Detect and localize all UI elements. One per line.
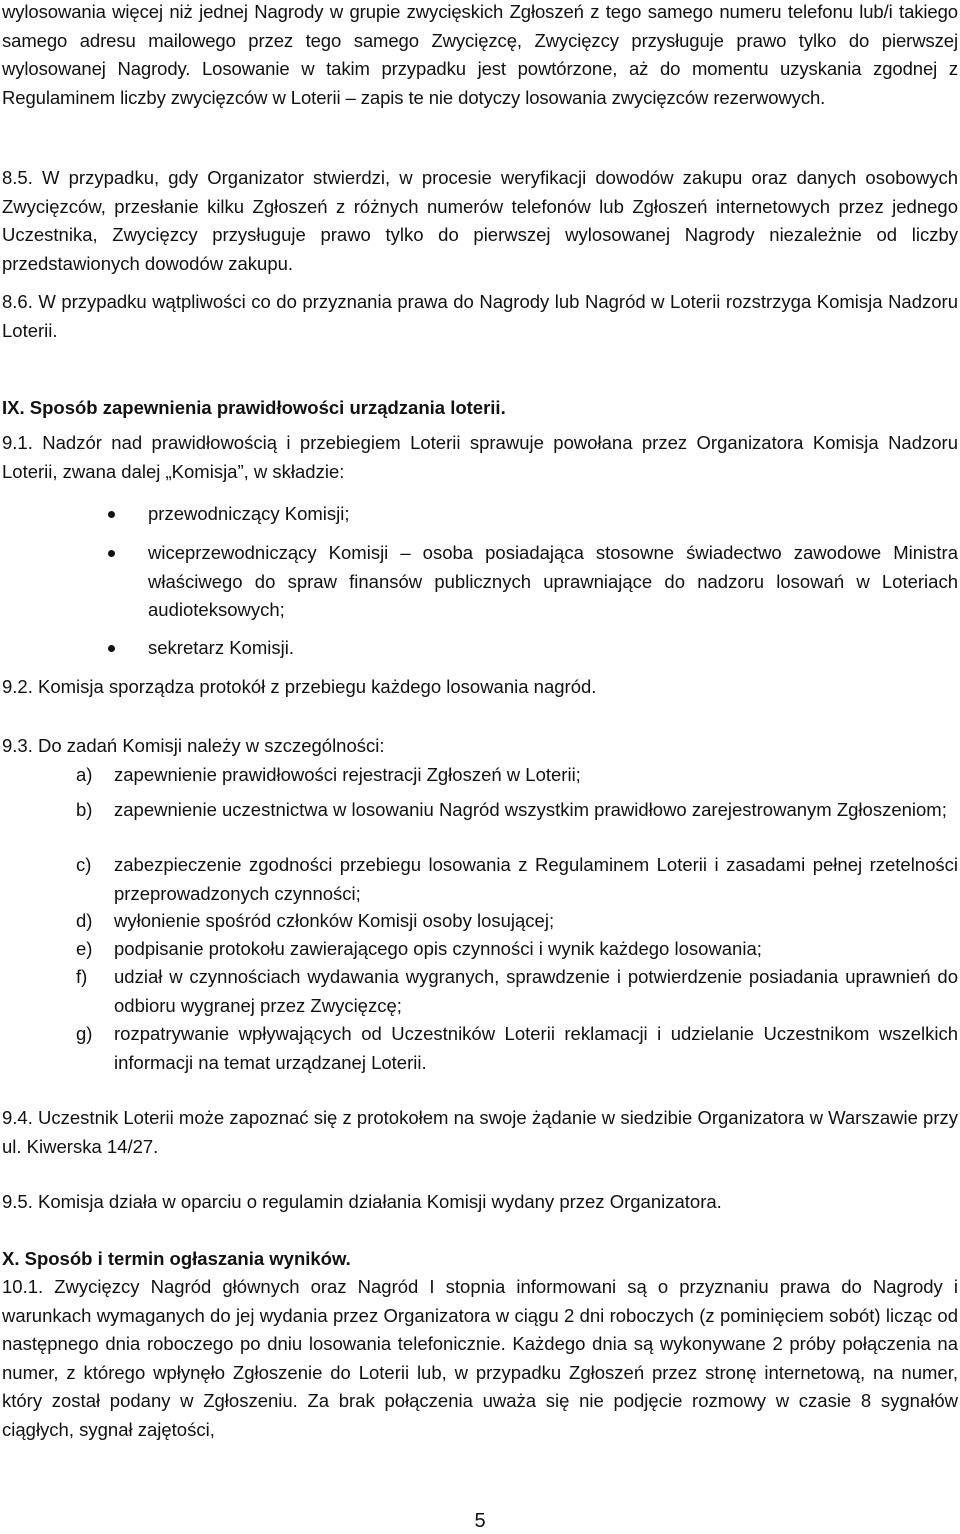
list-item-letter: g) <box>76 1023 93 1044</box>
list-item-text: przewodniczący Komisji; <box>148 503 350 524</box>
bullet-icon <box>108 645 115 652</box>
list-item <box>0 935 960 965</box>
paragraph-8-5: 8.5. W przypadku, gdy Organizator stwierdzi, w procesie weryfikacji dowodów zakupu oraz danych osobowych Zwycięzców, przesłanie kilku Zgłoszeń z różnych numerów telefonów lub Zgłoszeń internetowych przez jednego Uczestnika, Zwycięzcy przysługuje prawo tylko do pierwszej wylosowanej Nagrody niezależnie od liczby przedstawionych dowodów zakupu. <box>2 167 958 274</box>
paragraph-10-1: 10.1. Zwycięzcy Nagród głównych oraz Nagród I stopnia informowani są o przyznaniu prawa do Nagrody i warunkach wymaganych do jej wydania przez Organizatora w ciągu 2 dni roboczych (z pominięciem sobót) licząc od następnego dnia roboczego po dniu losowania telefonicznie. Każdego dnia są wykonywane 2 próby połączenia na numer, z którego wpłynęło Zgłoszenie do Loterii lub, w przypadku Zgłoszeń przez stronę internetową, na numer, który został podany w Zgłoszeniu. Za brak połączenia uważa się nie podjęcie rozmowy w czasie 8 sygnałów ciągłych, sygnał zajętości, <box>2 1276 958 1440</box>
paragraph-8-6: 8.6. W przypadku wątpliwości co do przyznania prawa do Nagrody lub Nagród w Loterii rozstrzyga Komisja Nadzoru Loterii. <box>2 291 958 341</box>
list-item-text: wiceprzewodniczący Komisji – osoba posiadająca stosowne świadectwo zawodowe Ministra właściwego do spraw finansów publicznych uprawniające do nadzoru losowań w Loteriach audioteksowych; <box>148 542 958 620</box>
list-item <box>0 1020 960 1078</box>
list-item <box>0 963 960 1021</box>
paragraph-9-4: 9.4. Uczestnik Loterii może zapoznać się z protokołem na swoje żądanie w siedzibie Organizatora w Warszawie przy ul. Kiwerska 14/27. <box>2 1107 958 1157</box>
list-item-text: sekretarz Komisji. <box>148 637 294 658</box>
list-item <box>0 634 960 664</box>
list-item-letter: f) <box>76 966 88 987</box>
list-item-text: zapewnienie uczestnictwa w losowaniu Nagród wszystkim prawidłowo zarejestrowanym Zgłoszeniom; <box>114 799 947 820</box>
paragraph-9-3: 9.3. Do zadań Komisji należy w szczególności: <box>2 735 385 756</box>
list-item-letter: c) <box>76 854 92 875</box>
list-item <box>0 500 960 530</box>
list-item <box>0 907 960 937</box>
section-heading-x: X. Sposób i termin ogłaszania wyników. <box>2 1248 351 1269</box>
paragraph-9-1: 9.1. Nadzór nad prawidłowością i przebiegiem Loterii sprawuje powołana przez Organizatora Komisja Nadzoru Loterii, zwana dalej „Komisja”, w składzie: <box>2 432 958 482</box>
list-item-letter: e) <box>76 938 93 959</box>
list-item-text: rozpatrywanie wpływających od Uczestników Loterii reklamacji i udzielanie Uczestnikom wszelkich informacji na temat urządzanej Loterii. <box>114 1023 958 1073</box>
list-item-text: udział w czynnościach wydawania wygranych, sprawdzenie i potwierdzenie posiadania uprawnień do odbioru wygranej przez Zwycięzcę; <box>114 966 958 1016</box>
paragraph-8-4-continuation: wylosowania więcej niż jednej Nagrody w grupie zwycięskich Zgłoszeń z tego samego numeru telefonu lub/i takiego samego adresu mailowego przez tego samego Zwycięzcę, Zwycięzcy przysługuje prawo tylko do pierwszej wylosowanej Nagrody. Losowanie w takim przypadku jest powtórzone, aż do momentu uzyskania zgodnej z Regulaminem liczby zwycięzców w Loterii – zapis te nie dotyczy losowania zwycięzców rezerwowych. <box>2 1 958 108</box>
paragraph-9-2: 9.2. Komisja sporządza protokół z przebiegu każdego losowania nagród. <box>2 676 597 697</box>
list-item <box>0 796 960 854</box>
paragraph-9-5: 9.5. Komisja działa w oparciu o regulamin działania Komisji wydany przez Organizatora. <box>2 1191 722 1212</box>
list-item-letter: a) <box>76 764 93 785</box>
list-item-letter: d) <box>76 910 93 931</box>
list-item-letter: b) <box>76 799 93 820</box>
list-item-text: zabezpieczenie zgodności przebiegu losowania z Regulaminem Loterii i zasadami pełnej rzetelności przeprowadzonych czynności; <box>114 854 958 904</box>
list-item <box>0 539 960 629</box>
bullet-icon <box>108 550 115 557</box>
list-item-text: zapewnienie prawidłowości rejestracji Zgłoszeń w Loterii; <box>114 764 581 785</box>
bullet-icon <box>108 511 115 518</box>
section-heading-ix: IX. Sposób zapewnienia prawidłowości urządzania loterii. <box>2 397 506 418</box>
list-item <box>0 851 960 909</box>
list-item-text: podpisanie protokołu zawierającego opis czynności i wynik każdego losowania; <box>114 938 762 959</box>
page-number: 5 <box>474 1510 486 1532</box>
list-item <box>0 761 960 791</box>
list-item-text: wyłonienie spośród członków Komisji osoby losującej; <box>114 910 555 931</box>
